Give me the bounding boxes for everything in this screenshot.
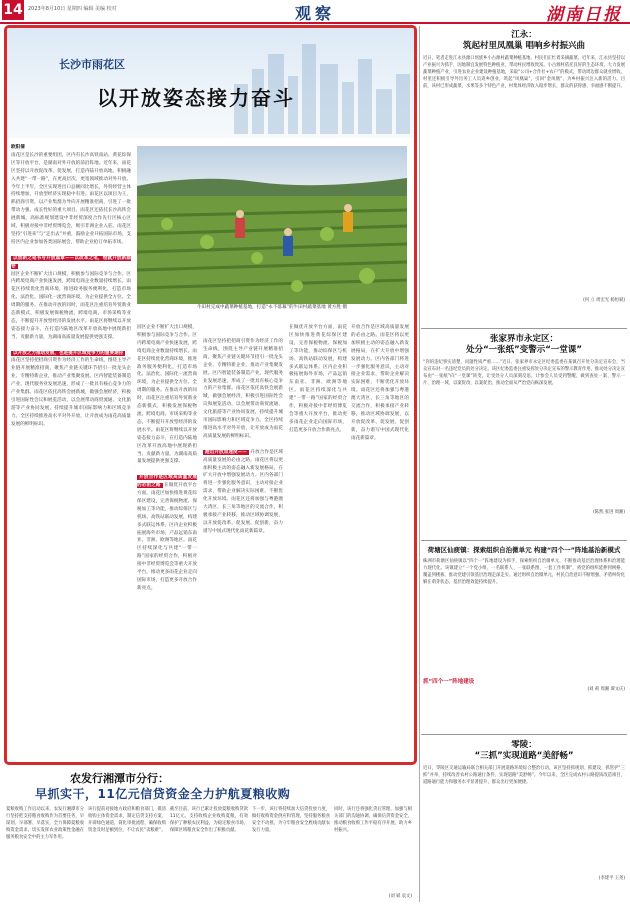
column-divider xyxy=(419,26,420,902)
feature-col1-text: 雨花区是长沙的重要组团，区内有长沙高铁南站、黄花综保区等开放平台，是湖南对外开放的前沿阵地。近年来，雨花区坚持以开放促改革、促发展，打造内陆开放高地，积极融入共建“一带一路”，在更高层次、更宽领域推动对外开放。今年上半年，全区实现进出口总额同比增长，外贸经营主体持续增加，开放型经济实现稳中有进。雨花区以项目为王，抓招商引资，以产业集群为导向开展精准招商，引进了一批带动力强、成长性好的重大项目。雨花区还依托长沙高铁会展新城，高标准规划建设中非经贸深度合作先行区核心区域，积极对接中非经贸博览会，吸引非洲企业入驻。雨花区坚持“引进来”与“走出去”并重，鼓励企业开拓国际市场，支持区内企业参加各类国际展会，帮助企业抢订单拓市场。 xyxy=(11,152,131,245)
feature-subhead-2: 以开放之力推动发展，也是提升区域竞争力的重要途径 xyxy=(13,350,124,356)
story2-body: “你的违纪事实清楚，问题性质严重……”近日，张家界市永定区纪委监委在某镇召开处分决定宣布会，当众宣布对一名违纪党员的处分决定。该区纪委监委注重发挥处分决定宣布的警示教育作用，推动处分决定宣布由“一张纸”向“一堂课”转变，让受处分人员深刻反思，让参会人员受到警醒，做到查处一案、警示一片、治理一域，以案促改、以案促治，推动全面从严治党向纵深发展。 xyxy=(423,360,625,387)
bottom-column-1: 夏粮收购工作启动以来，农发行湘潭市分行坚持把支持粮食收购作为首要任务，早谋划、早部署、早落实，全力保障夏粮收购资金需求，切实发挥农业政策性金融在服务粮食安全中的主力军作用。 xyxy=(6,807,84,841)
section-title: 观察 xyxy=(294,4,335,23)
story3-title: 荷塘区仙庾镇：探索组织自治微单元 构建“四个一”阵地基治新模式 xyxy=(427,546,621,554)
photo-caption-text: 牛田村完成中蔬菜种植基地，打造“永不落幕”的牛田村蔬菜基地 xyxy=(196,305,326,310)
photo-caption xyxy=(137,305,407,311)
feature-col1-text-end: 雨花区坚持把招商引资作为经济工作的生命线，围绕主导产业链开展精准招商，聚焦产业链关键环节招引一批龙头企业、专精特新企业，推动产业集聚发展。区内智能装备制造产业、现代服务业发展迅速，形成了一批具有核心竞争力的产业集群。雨花区依托高铁会展新城，做强会展经济，积极引进国际性会议和展览活动，以会展带动商贸流通、文化旅游等产业协同发展，持续提升城市国际影响力和区域竞争力。全区持续推进高水平对外开放，让开放成为雨花高质量发展的鲜明标识。 xyxy=(11,358,131,427)
bottom-story-title: 早抓实干，11亿元信贷资金全力护航夏粮收购 xyxy=(35,787,291,801)
feature-col4-text: 在做优开放平台方面，雨花区加快推进黄花综保区建设，完善保税物流、保税加工等功能，推动综保区与机场、高铁站联动发展，构建多式联运体系。区内企业积极拓展海外市场，产品远销东南亚、非洲、欧洲等地区。雨花区持续深化与共建“一带一路”国家的经贸合作，积极对接中非经贸博览会等重大开放平台，推动更多雨花企业走向国际市场，打造更多开放合作新亮点。 xyxy=(289,325,347,433)
feature-column-5 xyxy=(351,324,409,764)
bottom-column-5: 同时，该行还将强化贷后管理，加强与相关部门的沟通协调，确保信贷资金安全，推动粮食收购工作平稳有序开展，助力乡村振兴。 xyxy=(334,807,412,834)
story3-body: 株洲市荷塘区仙庾镇以“四个一”阵地建设为抓手，探索组织自治微单元，不断推动基层治理体系和治理能力现代化。该镇建立“一个党小组、一名联系人、一张联系图、一套工作机制”，将党的组织延伸到网格、覆盖到楼栋，推动党建引领基层治理走深走实。通过组织自治微单元，村民自治意识不断增强，矛盾纠纷化解在萌芽状态，基层治理效能持续提升。 xyxy=(423,559,625,586)
right-story-lingling xyxy=(423,740,625,900)
right-divider-1 xyxy=(421,328,627,329)
bottom-story-kicker: 农发行湘潭市分行： xyxy=(70,772,169,785)
story1-kicker: 江永： xyxy=(511,30,537,40)
story4-title: “三抓”实现道路“美舒畅” xyxy=(474,751,574,761)
masthead xyxy=(0,0,630,24)
story4-byline: (李建平 王尧) xyxy=(598,876,625,881)
story4-body: 近日，零陵区交通运输局联合相关部门开展道路环境综合整治行动。该区坚持抓规划、抓建设、抓管护“三抓”并举，持续改善农村公路通行条件，实现道路“美舒畅”。今年以来，全区完成农村公路提质改造项目，道路通行能力和服务水平显著提升，群众出行更加便捷。 xyxy=(423,766,625,786)
page-number: 14 xyxy=(3,2,23,18)
story2-kicker: 张家界市永定区： xyxy=(489,334,558,344)
feature-story xyxy=(4,25,417,765)
bottom-column-4: 下一步，该行将持续加大信贷投放力度，做好收购资金供应和管理，坚持服务粮食安全不动摇，为守牢粮食安全底线贡献农发行力量。 xyxy=(252,807,330,834)
bottom-byline: (刘 斌 袁文) xyxy=(388,894,412,899)
story1-title: 筑起村里凤凰巢 唱响乡村振兴曲 xyxy=(463,41,585,51)
right-divider-3 xyxy=(421,734,627,735)
vegetable-field-photo xyxy=(137,146,407,304)
feature-col2-text: 园区企业不断扩大出口规模，积极参与国际竞争与合作。区内跨境电商产业快速发展，跨境电商企业数量持续增长。雨花区持续优化营商环境，推进政务服务便利化，打造市场化、法治化、国际化一流营商环境，为企业提供全方位、全周期的服务。在推动开放的同时，雨花区注重培育外贸新业态新模式，积极发展保税物流、跨境电商、市场采购等业态，不断提升开放型经济的发展水平。雨花区将继续以开放姿态接力奋斗，在打造内陆地区改革开放高地中展现新担当、贡献新力量，为湖南高质量发展提供更强支撑。 xyxy=(137,325,197,465)
issue-meta: 2023年8月10日 星期四 编辑 美编 校对 xyxy=(28,6,117,12)
feature-col1-text-cont: 园区企业不断扩大出口规模，积极参与国际竞争与合作。区内跨境电商产业快速发展，跨境电商企业数量持续增长。雨花区持续优化营商环境，推进政务服务便利化，打造市场化、法治化、国际化一流营商环境，为企业提供全方位、全周期的服务。在推动开放的同时，雨花区注重培育外贸新业态新模式，积极发展保税物流、跨境电商、市场采购等业态，不断提升开放型经济的发展水平。雨花区将继续以开放姿态接力奋斗，在打造内陆地区改革开放高地中展现新担当、贡献新力量，为湖南高质量发展提供更强支撑。 xyxy=(11,271,131,340)
story3-byline: (刘 莉 周湘 谭文庆) xyxy=(587,687,625,692)
feature-subhead-4: 跑出开放加速度—— xyxy=(205,449,247,455)
feature-column-3 xyxy=(203,338,283,764)
newspaper-logo: 湖南日报 xyxy=(546,5,622,25)
feature-subhead-1: 以创新之笔书写开放篇章——以改革之笔，绘就开放新画卷 xyxy=(11,255,131,269)
feature-subhead-3: 开放合作是区域高质量发展的必由之路 xyxy=(137,475,197,489)
feature-col2-text-b: 在做优开放平台方面，雨花区加快推进黄花综保区建设，完善保税物流、保税加工等功能，推动综保区与机场、高铁站联动发展，构建多式联运体系。区内企业积极拓展海外市场，产品远销东南亚、非洲、欧洲等地区。雨花区持续深化与共建“一带一路”国家的经贸合作，积极对接中非经贸博览会等重大开放平台，推动更多雨花企业走向国际市场，打造更多开放合作新亮点。 xyxy=(137,483,197,591)
story1-byline: (何 立 周宏光 杨恒斌) xyxy=(583,298,625,303)
bottom-column-2: 该行提前对接地方政府和粮食部门，摸清收购主体资金需求，制定信贷支持方案，开辟绿色通道，简化审批流程，确保收购资金及时足额到位，不让农民“卖粮难”。 xyxy=(88,807,166,834)
feature-column-4 xyxy=(289,324,347,764)
feature-byline: 欧阳倩 xyxy=(11,145,25,150)
feature-col3-text: 雨花区坚持把招商引资作为经济工作的生命线，围绕主导产业链开展精准招商，聚焦产业链关键环节招引一批龙头企业、专精特新企业，推动产业集聚发展。区内智能装备制造产业、现代服务业发展迅速，形成了一批具有核心竞争力的产业集群。雨花区依托高铁会展新城，做强会展经济，积极引进国际性会议和展览活动，以会展带动商贸流通、文化旅游等产业协同发展，持续提升城市国际影响力和区域竞争力。全区持续推进高水平对外开放，让开放成为雨花高质量发展的鲜明标识。 xyxy=(203,339,283,439)
right-story-yongding xyxy=(423,334,625,534)
feature-column-1 xyxy=(11,144,131,759)
feature-col5-text: 开放合作是区域高质量发展的必由之路。雨花区将以更加积极主动的姿态融入新发展格局，在扩大开放中增强发展动力。区内各部门将进一步强化服务意识，主动对接企业需求，帮助企业解决实际困难，不断优化开放环境。雨花区还将加强与粤港澳大湾区、长三角等地区的交流合作，积极承接产业转移，推动区域协调发展，以开放促改革、促发展、促创新，奋力谱写中国式现代化雨花新篇章。 xyxy=(351,325,409,441)
story2-title: 处分“一张纸”变警示“一堂课” xyxy=(466,345,582,355)
right-story-hetang xyxy=(423,546,625,728)
feature-kicker: 长沙市雨花区 xyxy=(59,58,125,71)
feature-photo xyxy=(137,146,407,304)
right-story-jiangyong xyxy=(423,30,625,320)
feature-col3-text-b: 开放合作是区域高质量发展的必由之路。雨花区将以更加积极主动的姿态融入新发展格局，在扩大开放中增强发展动力。区内各部门将进一步强化服务意识，主动对接企业需求，帮助企业解决实际困难，不断优化开放环境。雨花区还将加强与粤港澳大湾区、长三角等地区的交流合作，积极承接产业转移，推动区域协调发展，以开放促改革、促发展、促创新，奋力谱写中国式现代化雨花新篇章。 xyxy=(203,449,283,534)
feature-title: 以开放姿态接力奋斗 xyxy=(97,86,295,110)
story1-body: 近日，笔者走进江永县源口瑶族乡小古源村蔬菜种植基地，村民们正忙着采摘蔬菜。近年来，江永县坚持以产业振兴为抓手，因地制宜发展特色种植业，带动村民增收致富。小古源村依托良好的生态环境，大力发展蔬菜种植产业，引进农业企业建设种植基地，采取“公司+合作社+农户”的模式，带动周边群众就业增收。村里还积极引导外出务工人员返乡创业，筑起“凤凰巢”，引回“金凤凰”，为乡村振兴注入新的活力。目前，该村已形成蔬菜、水果等多个特色产业，村集体经济收入稳步增长，群众的获得感、幸福感不断提升。 xyxy=(423,56,625,90)
photo-credit: 黄方胜 摄 xyxy=(327,305,348,310)
hero-banner xyxy=(7,28,414,138)
bottom-column-3: 截至目前，该行已累计投放夏粮收购贷款11亿元，支持收购企业收购夏粮，有效保护了种粮农民利益，为稳定粮食市场、保障区域粮食安全作出了积极贡献。 xyxy=(170,807,248,834)
story2-byline: (陈凯 张进 周湘) xyxy=(593,510,625,515)
story4-kicker: 零陵： xyxy=(511,740,537,750)
right-divider-2 xyxy=(421,540,627,541)
story3-subhead: 抓“四个一”阵地建设 xyxy=(423,679,475,685)
feature-column-2 xyxy=(137,324,197,764)
